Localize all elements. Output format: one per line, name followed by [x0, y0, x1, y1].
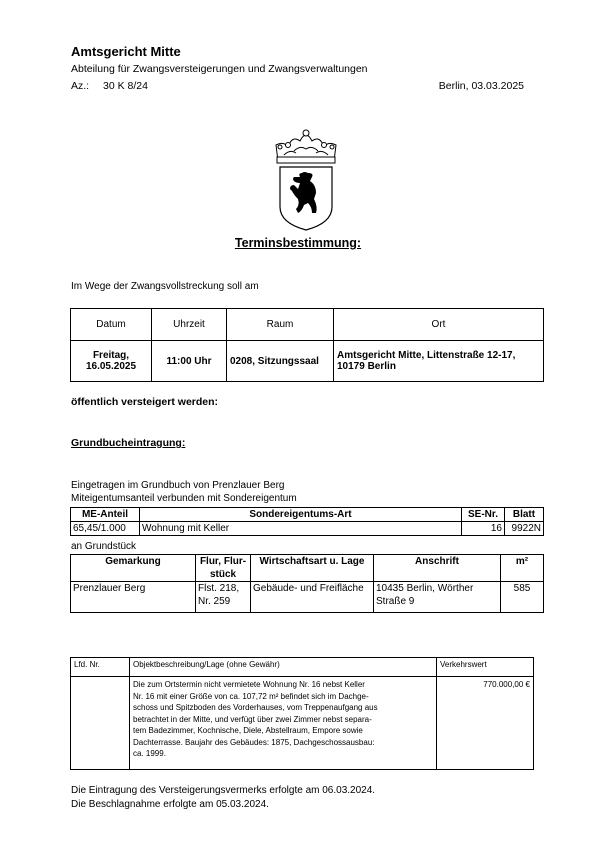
- table-header-row: [71, 508, 544, 522]
- gemarkung: Prenzlauer Berg: [71, 582, 196, 613]
- auction-statement: öffentlich versteigert werden:: [71, 396, 219, 408]
- column-header: Sondereigentums-Art: [140, 508, 462, 522]
- serial-number: [71, 677, 130, 770]
- column-header: ME-Anteil: [71, 508, 140, 522]
- column-header: Datum: [71, 309, 152, 341]
- termin-place-line: 10179 Berlin: [337, 361, 396, 372]
- column-header: Raum: [227, 309, 334, 341]
- se-type: Wohnung mit Keller: [140, 522, 462, 536]
- object-table: [70, 657, 534, 770]
- termin-time: 11:00 Uhr: [152, 341, 227, 382]
- column-header: Ort: [334, 309, 544, 341]
- flurstueck-line: Flst. 218,: [198, 583, 240, 594]
- description-line: Nr. 16 mit einer Größe von ca. 107,72 m² befindet sich im Dachge-: [133, 691, 369, 701]
- berlin-coat-of-arms-icon: [270, 127, 342, 231]
- footer-note: Die Eintragung des Versteigerungsvermerks erfolgte am 06.03.2024.: [71, 785, 376, 796]
- table-row: [71, 522, 544, 536]
- column-header: Lfd. Nr.: [71, 658, 130, 677]
- description-line: Dachterrasse. Baujahr des Gebäudes: 1875, Dachgeschossausbau:: [133, 737, 375, 747]
- termin-date: [71, 341, 152, 382]
- column-header: Blatt: [505, 508, 544, 522]
- column-header: Objektbeschreibung/Lage (ohne Gewähr): [130, 658, 437, 677]
- table-row: [71, 341, 544, 382]
- area-m2: 585: [501, 582, 544, 613]
- description-line: Die zum Ortstermin nicht vermietete Wohnung Nr. 16 nebst Keller: [133, 680, 365, 689]
- sheet-number: 9922N: [505, 522, 544, 536]
- address-line: 10435 Berlin, Wörther: [376, 583, 474, 594]
- termin-date-line: Freitag,: [92, 350, 130, 361]
- document-title: Terminsbestimmung:: [234, 236, 362, 250]
- table-row: [71, 582, 544, 613]
- column-header: Uhrzeit: [152, 309, 227, 341]
- column-header-line: Flur, Flur-: [199, 556, 247, 567]
- co-ownership-text: Miteigentumsanteil verbunden mit Sondereigentum: [71, 493, 297, 504]
- table-header-row: [71, 309, 544, 341]
- land-table: [70, 554, 544, 613]
- object-description: [130, 677, 437, 770]
- column-header: Gemarkung: [71, 555, 196, 582]
- place-date: Berlin, 03.03.2025: [438, 80, 524, 92]
- address-line: Straße 9: [376, 596, 415, 607]
- column-header-line: stück: [209, 569, 237, 580]
- court-name: Amtsgericht Mitte: [71, 44, 181, 59]
- registry-text: Eingetragen im Grundbuch von Prenzlauer Berg: [71, 480, 285, 491]
- footer-note: Die Beschlagnahme erfolgte am 05.03.2024.: [71, 799, 269, 810]
- flurstueck: [196, 582, 251, 613]
- file-number: 30 K 8/24: [103, 80, 148, 92]
- column-header: m²: [501, 555, 544, 582]
- se-number: 16: [462, 522, 505, 536]
- usage-type: Gebäude- und Freifläche: [251, 582, 374, 613]
- intro-text: Im Wege der Zwangsvollstreckung soll am: [71, 281, 259, 292]
- column-header: [196, 555, 251, 582]
- column-header: Verkehrswert: [437, 658, 534, 677]
- me-share: 65,45/1.000: [71, 522, 140, 536]
- land-text: an Grundstück: [71, 541, 137, 552]
- file-number-label: Az.:: [71, 80, 90, 92]
- description-line: ca. 1999.: [133, 749, 166, 758]
- section-heading: Grundbucheintragung:: [71, 437, 186, 449]
- termin-place: [334, 341, 544, 382]
- table-row: [71, 677, 534, 770]
- table-header-row: [71, 658, 534, 677]
- termin-room: 0208, Sitzungssaal: [227, 341, 334, 382]
- column-header: Anschrift: [374, 555, 501, 582]
- column-header: Wirtschaftsart u. Lage: [251, 555, 374, 582]
- termin-table: [70, 308, 544, 382]
- description-line: schoss und Spitzboden des Vorderhauses, vom Treppenaufgang aus: [133, 703, 378, 712]
- ownership-table: [70, 507, 544, 536]
- column-header: SE-Nr.: [462, 508, 505, 522]
- market-value: 770.000,00 €: [437, 677, 534, 770]
- description-line: tem Badezimmer, Kochnische, Diele, Abstellraum, Empore sowie: [133, 726, 363, 735]
- table-header-row: [71, 555, 544, 582]
- department: Abteilung für Zwangsversteigerungen und Zwangsverwaltungen: [71, 63, 368, 75]
- termin-date-line: 16.05.2025: [85, 361, 137, 372]
- flurstueck-line: Nr. 259: [198, 596, 231, 607]
- description-line: betrachtet in der Mitte, und verfügt über zwei Zimmer nebst separa-: [133, 714, 372, 724]
- address: [374, 582, 501, 613]
- termin-place-line: Amtsgericht Mitte, Littenstraße 12-17,: [337, 350, 516, 361]
